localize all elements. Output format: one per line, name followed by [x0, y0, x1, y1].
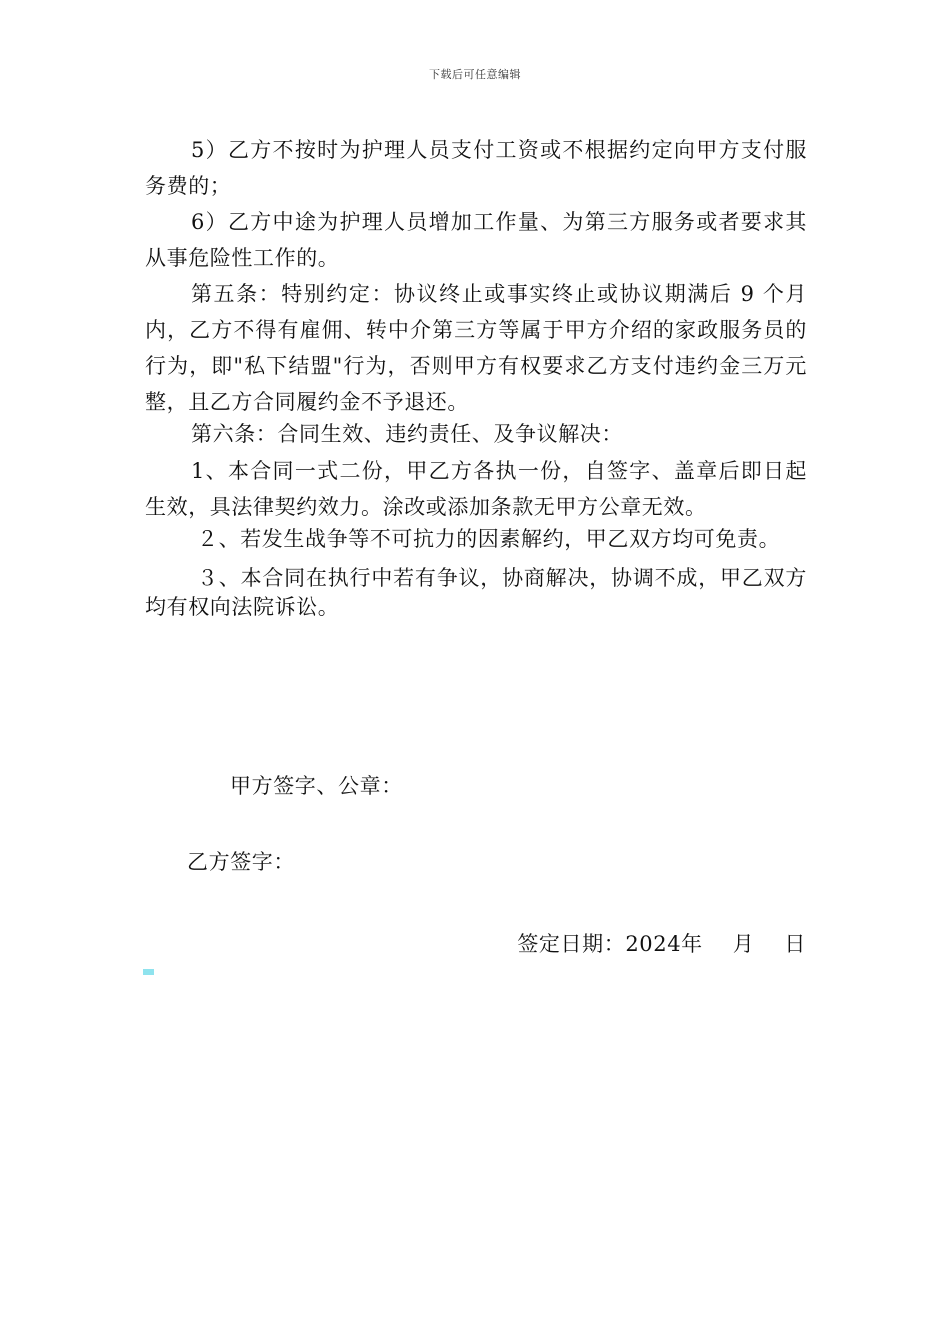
page-header: 下载后可任意编辑: [429, 68, 521, 81]
clause-5: 5）乙方不按时为护理人员支付工资或不根据约定向甲方支付服务费的；: [145, 138, 807, 198]
article-5-special-terms: 第五条：特别约定：协议终止或事实终止或协议期满后 9 个月内，乙方不得有雇佣、转中介第三方等属于甲方介绍的家政服务员的行为，即"私下结盟"行为，否则甲方有权要求乙方支付违约金三万元整，且乙方合同履约金不予退还。: [145, 282, 807, 414]
article-6-item-2: ２、若发生战争等不可抗力的因素解约，甲乙双方均可免责。: [197, 527, 781, 551]
article-6-heading: 第六条：合同生效、违约责任、及争议解决：: [191, 422, 623, 446]
party-a-signature-label: 甲方签字、公章：: [230, 774, 403, 798]
article-6-item-1: 1、本合同一式二份，甲乙方各执一份，自签字、盖章后即日起生效，具法律契约效力。涂改或添加条款无甲方公章无效。: [145, 459, 807, 519]
date-year: 2024: [625, 932, 682, 956]
contract-body: [145, 132, 807, 622]
article-6-item-3: ３、本合同在执行中若有争议，协商解决，协调不成，甲乙双方均有权向法院诉讼。: [145, 566, 807, 619]
date-month-unit: 月: [732, 932, 755, 956]
text-cursor-marker: [143, 969, 154, 975]
clause-6: 6）乙方中途为护理人员增加工作量、为第三方服务或者要求其从事危险性工作的。: [145, 210, 807, 270]
date-label: 签定日期：: [517, 932, 626, 956]
party-b-signature-label: 乙方签字：: [187, 850, 295, 874]
date-day-unit: 日: [784, 932, 806, 956]
date-year-unit: 年: [681, 932, 703, 956]
signing-date: [517, 928, 806, 958]
